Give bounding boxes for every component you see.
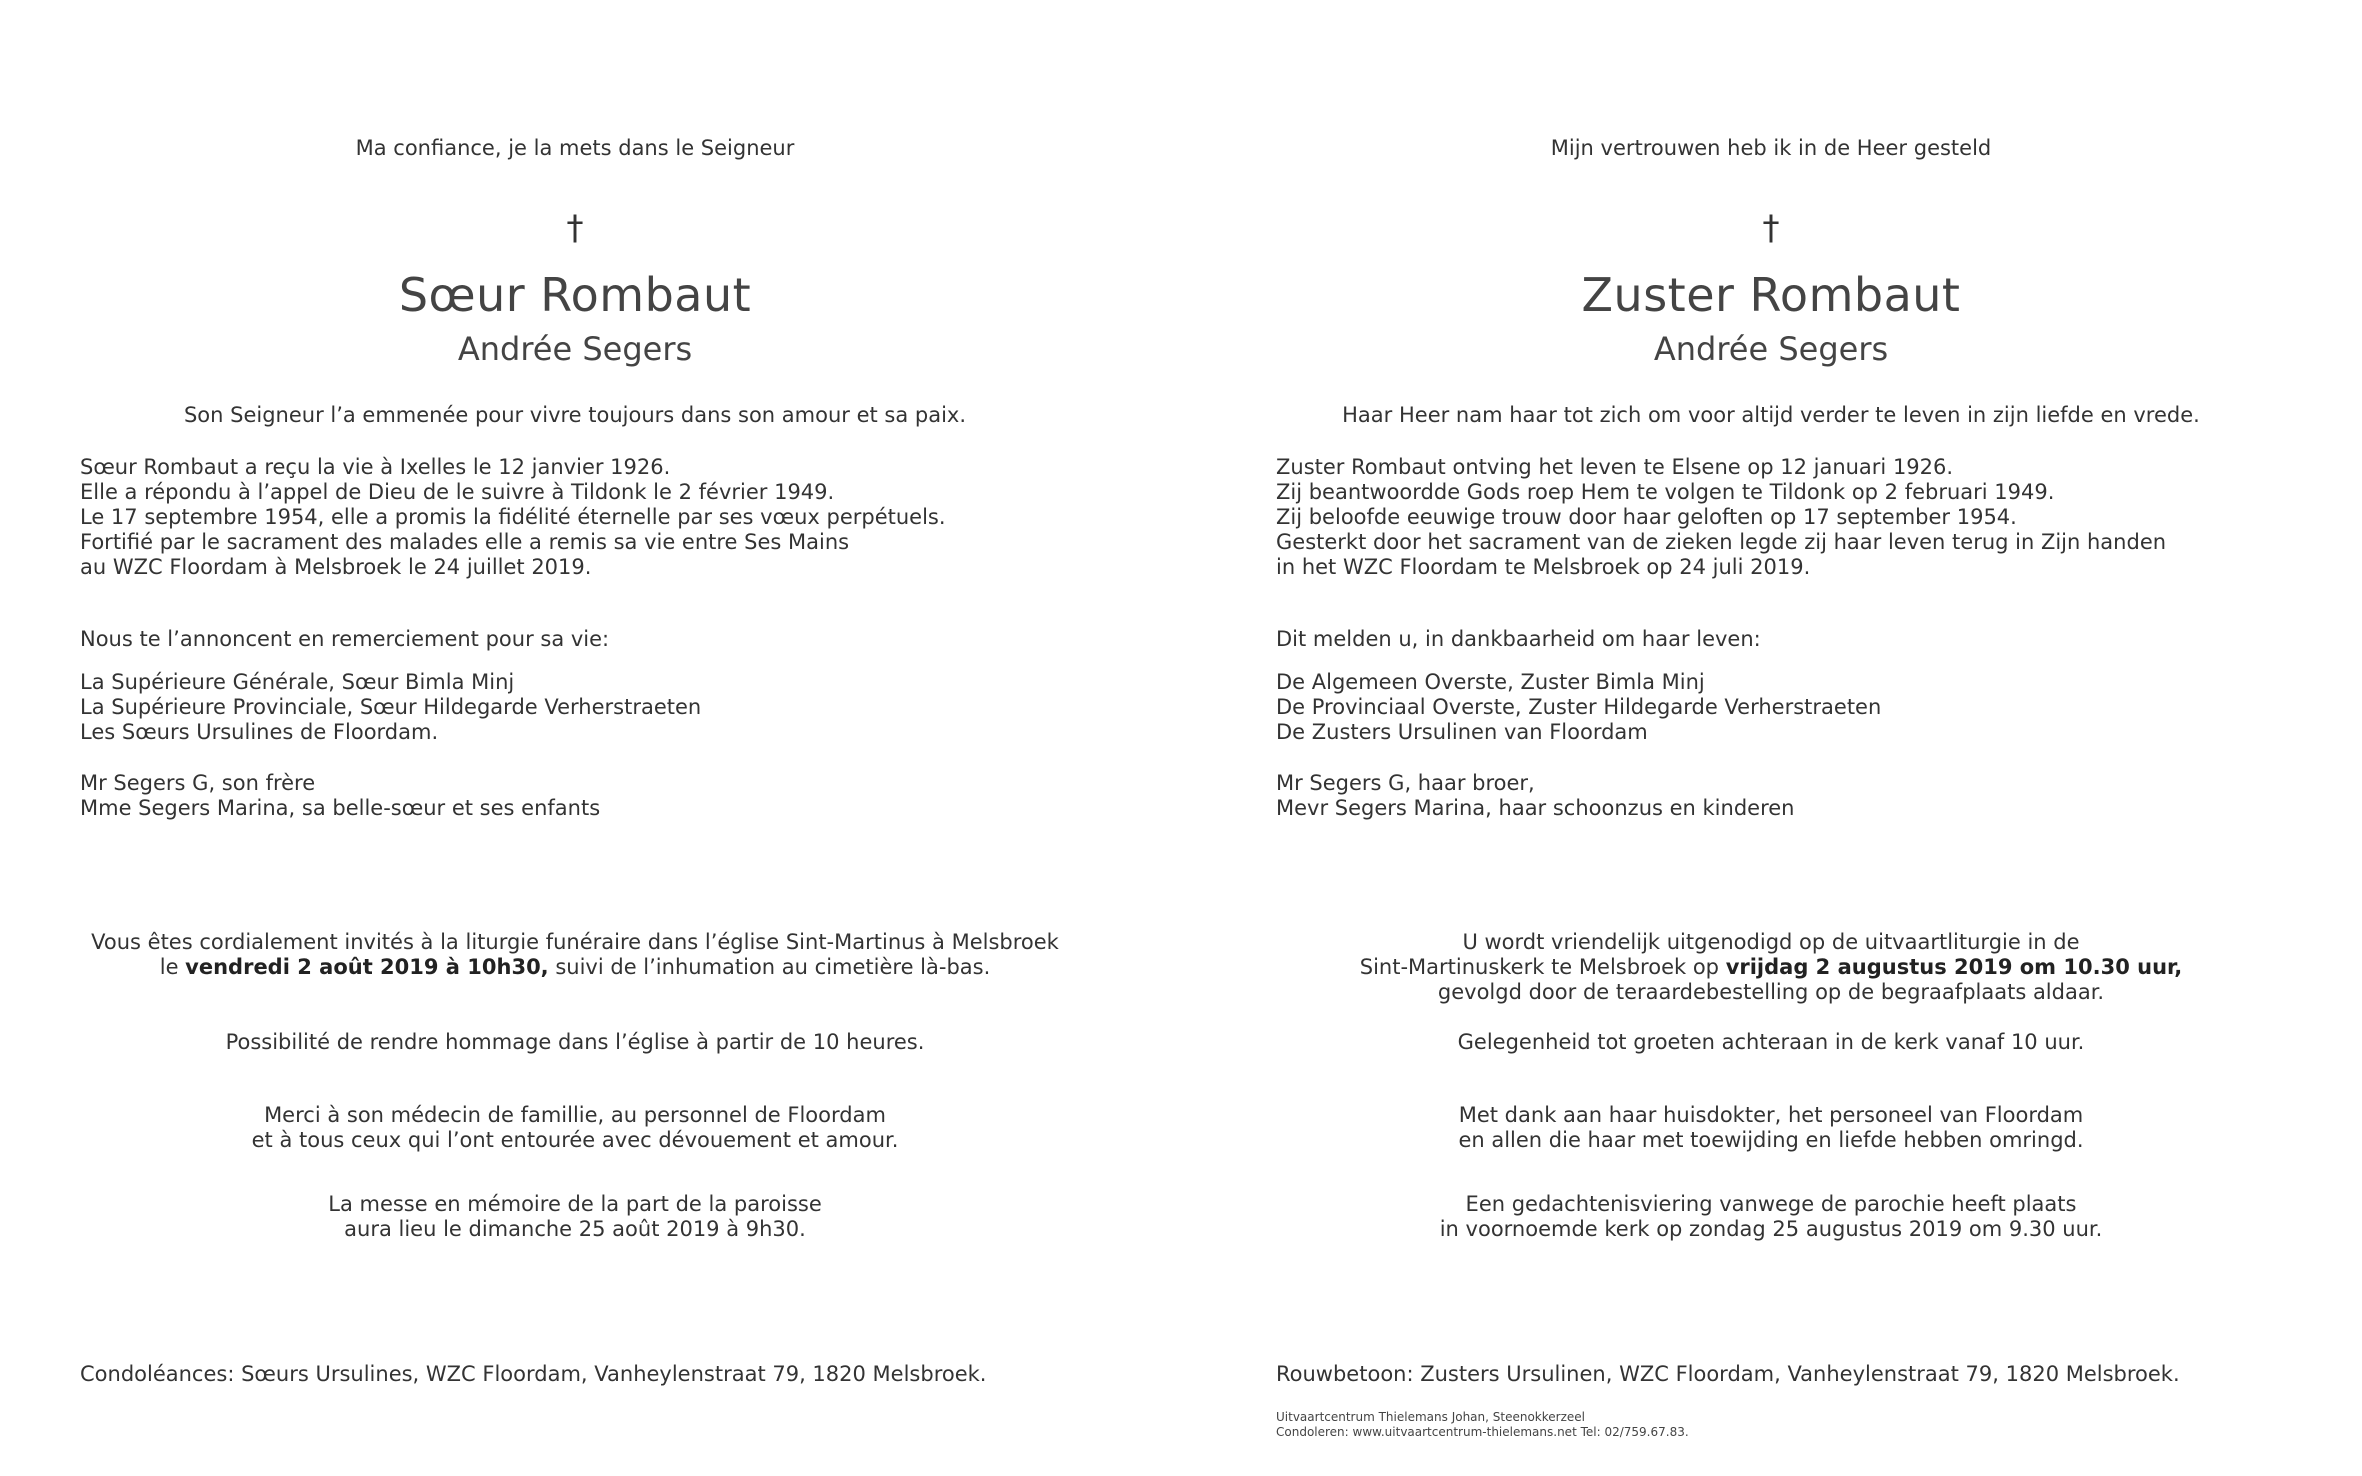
memorial-mass bbox=[80, 1192, 1070, 1242]
invite-line: U wordt vriendelijk uitgenodigd op de uitvaartliturgie in de bbox=[1462, 930, 2080, 954]
memorial-mass bbox=[1276, 1192, 2266, 1242]
bio-line: in het WZC Floordam te Melsbroek op 24 juli 2019. bbox=[1276, 555, 1811, 579]
invite-text: suivi de l’inhumation au cimetière là-bas. bbox=[548, 955, 991, 979]
list-item: De Zusters Ursulinen van Floordam bbox=[1276, 720, 1648, 744]
funeral-date: vendredi 2 août 2019 à 10h30, bbox=[185, 955, 549, 979]
mass-line: in voornoemde kerk op zondag 25 augustus 2019 om 9.30 uur. bbox=[1439, 1217, 2103, 1241]
family-list bbox=[80, 771, 1070, 821]
bio-line: Gesterkt door het sacrament van de zieken legde zij haar leven terug in Zijn handen bbox=[1276, 530, 2167, 554]
community-list bbox=[1276, 670, 2266, 745]
bio-line: Elle a répondu à l’appel de Dieu de le suivre à Tildonk le 2 février 1949. bbox=[80, 480, 835, 504]
list-item: La Supérieure Générale, Sœur Bimla Minj bbox=[80, 670, 515, 694]
invite-text: le bbox=[159, 955, 186, 979]
list-item: La Supérieure Provinciale, Sœur Hildegarde Verherstraeten bbox=[80, 695, 702, 719]
bio-line: Zij beantwoordde Gods roep Hem te volgen te Tildonk op 2 februari 1949. bbox=[1276, 480, 2055, 504]
list-item: De Algemeen Overste, Zuster Bimla Minj bbox=[1276, 670, 1705, 694]
list-item: Mr Segers G, haar broer, bbox=[1276, 771, 1535, 795]
invite-line: Vous êtes cordialement invités à la liturgie funéraire dans l’église Sint-Martinus à Melsbroek bbox=[91, 930, 1059, 954]
thanks-line: en allen die haar met toewijding en liefde hebben omringd. bbox=[1458, 1128, 2084, 1152]
homage-text: Gelegenheid tot groeten achteraan in de kerk vanaf 10 uur. bbox=[1457, 1030, 2085, 1054]
condolences: Condoléances: Sœurs Ursulines, WZC Floordam, Vanheylenstraat 79, 1820 Melsbroek. bbox=[80, 1362, 987, 1386]
cross-icon: † bbox=[566, 208, 584, 248]
bio-line: Zuster Rombaut ontving het leven te Elsene op 12 januari 1926. bbox=[1276, 455, 1954, 479]
announce-heading: Dit melden u, in dankbaarheid om haar leven: bbox=[1276, 627, 1761, 651]
footer-line: Condoleren: www.uitvaartcentrum-thielemans.net Tel: 02/759.67.83. bbox=[1276, 1425, 1689, 1439]
biography bbox=[80, 455, 1070, 580]
thanks-text bbox=[80, 1103, 1070, 1153]
biography bbox=[1276, 455, 2266, 580]
birth-name: Andrée Segers bbox=[457, 330, 693, 368]
community-list bbox=[80, 670, 1070, 745]
funeral-date: vrijdag 2 augustus 2019 om 10.30 uur, bbox=[1725, 955, 2183, 979]
funeral-invitation bbox=[80, 930, 1070, 980]
list-item: Mme Segers Marina, sa belle-sœur et ses enfants bbox=[80, 796, 601, 820]
bio-line: au WZC Floordam à Melsbroek le 24 juillet 2019. bbox=[80, 555, 592, 579]
list-item: Mevr Segers Marina, haar schoonzus en kinderen bbox=[1276, 796, 1795, 820]
birth-name: Andrée Segers bbox=[1653, 330, 1889, 368]
list-item: Mr Segers G, son frère bbox=[80, 771, 316, 795]
announce-heading: Nous te l’annoncent en remerciement pour sa vie: bbox=[80, 627, 610, 651]
family-list bbox=[1276, 771, 2266, 821]
homage-text: Possibilité de rendre hommage dans l’église à partir de 10 heures. bbox=[225, 1030, 925, 1054]
list-item: De Provinciaal Overste, Zuster Hildegarde Verherstraeten bbox=[1276, 695, 1882, 719]
invite-text: Sint-Martinuskerk te Melsbroek op bbox=[1359, 955, 1726, 979]
funeral-home-footer bbox=[1276, 1410, 2266, 1440]
funeral-invitation bbox=[1276, 930, 2266, 1005]
dutch-column bbox=[1276, 0, 2266, 1476]
thanks-text bbox=[1276, 1103, 2266, 1153]
bio-line: Le 17 septembre 1954, elle a promis la fidélité éternelle par ses vœux perpétuels. bbox=[80, 505, 946, 529]
thanks-line: et à tous ceux qui l’ont entourée avec dévouement et amour. bbox=[251, 1128, 899, 1152]
bio-line: Zij beloofde eeuwige trouw door haar geloften op 17 september 1954. bbox=[1276, 505, 2017, 529]
motto: Mijn vertrouwen heb ik in de Heer gesteld bbox=[1550, 136, 1992, 160]
deceased-name: Zuster Rombaut bbox=[1581, 268, 1961, 322]
thanks-line: Met dank aan haar huisdokter, het personeel van Floordam bbox=[1458, 1103, 2084, 1127]
bio-line: Fortifié par le sacrament des malades elle a remis sa vie entre Ses Mains bbox=[80, 530, 850, 554]
list-item: Les Sœurs Ursulines de Floordam. bbox=[80, 720, 439, 744]
invite-line bbox=[80, 955, 1070, 980]
deceased-name: Sœur Rombaut bbox=[398, 268, 752, 322]
mass-line: La messe en mémoire de la part de la paroisse bbox=[328, 1192, 822, 1216]
condolences: Rouwbetoon: Zusters Ursulinen, WZC Floordam, Vanheylenstraat 79, 1820 Melsbroek. bbox=[1276, 1362, 2180, 1386]
intro-text: Haar Heer nam haar tot zich om voor altijd verder te leven in zijn liefde en vrede. bbox=[1342, 403, 2200, 427]
french-column bbox=[80, 0, 1070, 1476]
thanks-line: Merci à son médecin de famillie, au personnel de Floordam bbox=[264, 1103, 886, 1127]
intro-text: Son Seigneur l’a emmenée pour vivre toujours dans son amour et sa paix. bbox=[183, 403, 967, 427]
motto: Ma confiance, je la mets dans le Seigneur bbox=[355, 136, 795, 160]
footer-line: Uitvaartcentrum Thielemans Johan, Steenokkerzeel bbox=[1276, 1410, 1585, 1424]
mass-line: Een gedachtenisviering vanwege de parochie heeft plaats bbox=[1465, 1192, 2077, 1216]
cross-icon: † bbox=[1762, 208, 1780, 248]
bio-line: Sœur Rombaut a reçu la vie à Ixelles le 12 janvier 1926. bbox=[80, 455, 671, 479]
invite-line bbox=[1276, 955, 2266, 980]
invite-line: gevolgd door de teraardebestelling op de begraafplaats aldaar. bbox=[1437, 980, 2105, 1004]
mass-line: aura lieu le dimanche 25 août 2019 à 9h30. bbox=[344, 1217, 806, 1241]
